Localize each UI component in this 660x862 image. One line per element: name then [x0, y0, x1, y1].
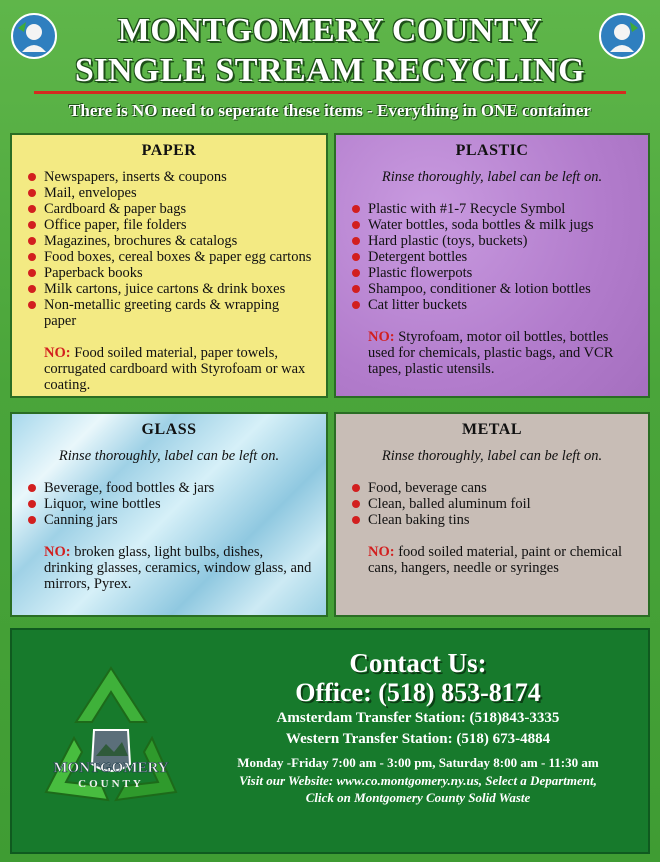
metal-heading: METAL — [462, 421, 522, 438]
website-line2: Click on Montgomery County Solid Waste — [305, 790, 531, 805]
plastic-panel — [334, 133, 650, 398]
glass-exclusions — [26, 544, 312, 592]
list-item: Detergent bottles — [350, 249, 634, 265]
contact-heading: Contact Us: — [349, 648, 487, 678]
plastic-no-text: Styrofoam, motor oil bottles, bottles used for chemicals, plastic bags, and VCR tapes, plastic utensils. — [368, 329, 614, 377]
website-line1: Visit our Website: www.co.montgomery.ny.us, Select a Department, — [239, 773, 597, 788]
western-phone: Western Transfer Station: (518) 673-4884 — [285, 731, 551, 747]
list-item: Hard plastic (toys, buckets) — [350, 233, 634, 249]
hours: Monday -Friday 7:00 am - 3:00 pm, Saturday 8:00 am - 11:30 am — [237, 755, 599, 770]
red-dot-icon — [28, 253, 36, 261]
metal-no-text: food soiled material, paint or chemical cans, hangers, needle or syringes — [368, 544, 623, 576]
office-phone: Office: (518) 853-8174 — [295, 678, 541, 707]
list-item: Office paper, file folders — [26, 217, 312, 233]
no-label: NO: — [44, 544, 71, 560]
list-item: Mail, envelopes — [26, 185, 312, 201]
page-title-line1: MONTGOMERY COUNTY — [117, 12, 543, 49]
red-dot-icon — [352, 253, 360, 261]
list-item: Plastic with #1-7 Recycle Symbol — [350, 201, 634, 217]
red-dot-icon — [352, 516, 360, 524]
paper-heading: PAPER — [141, 142, 197, 159]
metal-exclusions — [350, 544, 634, 576]
paper-no-text: Food soiled material, paper towels, corrugated cardboard with Styrofoam or wax coating. — [44, 345, 306, 393]
logo-line1: MONTGOMERY — [53, 760, 169, 776]
red-dot-icon — [352, 500, 360, 508]
red-dot-icon — [28, 484, 36, 492]
page-title-line2: SINGLE STREAM RECYCLING — [74, 52, 586, 89]
list-item: Canning jars — [26, 512, 312, 528]
list-item: Beverage, food bottles & jars — [26, 480, 312, 496]
red-dot-icon — [28, 285, 36, 293]
recycle-arrows-icon — [26, 660, 196, 820]
red-dot-icon — [28, 189, 36, 197]
page-subtitle: There is NO need to seperate these items - Everything in ONE container — [69, 101, 591, 120]
glass-list — [26, 480, 312, 528]
red-dot-icon — [28, 205, 36, 213]
list-item: Plastic flowerpots — [350, 265, 634, 281]
no-label: NO: — [368, 329, 395, 345]
paper-list — [26, 169, 312, 329]
glass-no-text: broken glass, light bulbs, dishes, drinking glasses, ceramics, window glass, and mirrors, Pyrex. — [44, 544, 312, 592]
red-dot-icon — [352, 285, 360, 293]
metal-rinse-note: Rinse thoroughly, label can be left on. — [381, 448, 603, 464]
red-dot-icon — [352, 301, 360, 309]
red-dot-icon — [28, 237, 36, 245]
red-dot-icon — [28, 500, 36, 508]
list-item: Water bottles, soda bottles & milk jugs — [350, 217, 634, 233]
red-dot-icon — [28, 301, 36, 309]
list-item: Food, beverage cans — [350, 480, 634, 496]
red-dot-icon — [352, 237, 360, 245]
metal-list — [350, 480, 634, 528]
red-dot-icon — [352, 484, 360, 492]
red-dot-icon — [28, 269, 36, 277]
red-dot-icon — [352, 205, 360, 213]
list-item: Paperback books — [26, 265, 312, 281]
plastic-exclusions — [350, 329, 634, 377]
red-dot-icon — [28, 516, 36, 524]
title-divider — [34, 91, 626, 94]
metal-panel — [334, 412, 650, 617]
plastic-rinse-note: Rinse thoroughly, label can be left on. — [381, 169, 603, 185]
plastic-list — [350, 201, 634, 313]
paper-panel — [10, 133, 328, 398]
list-item: Cat litter buckets — [350, 297, 634, 313]
no-label: NO: — [44, 345, 71, 361]
list-item: Newspapers, inserts & coupons — [26, 169, 312, 185]
contact-panel — [10, 628, 650, 854]
paper-exclusions — [26, 345, 312, 393]
list-item: Milk cartons, juice cartons & drink boxes — [26, 281, 312, 297]
list-item: Shampoo, conditioner & lotion bottles — [350, 281, 634, 297]
amsterdam-phone: Amsterdam Transfer Station: (518)843-3335 — [276, 710, 560, 726]
list-item: Magazines, brochures & catalogs — [26, 233, 312, 249]
red-dot-icon — [352, 221, 360, 229]
contact-info — [192, 648, 644, 806]
red-dot-icon — [28, 173, 36, 181]
red-dot-icon — [28, 221, 36, 229]
list-item: Non-metallic greeting cards & wrapping paper — [26, 297, 312, 329]
plastic-heading: PLASTIC — [455, 142, 529, 159]
red-dot-icon — [352, 269, 360, 277]
no-label: NO: — [368, 544, 395, 560]
list-item: Clean, balled aluminum foil — [350, 496, 634, 512]
list-item: Liquor, wine bottles — [26, 496, 312, 512]
list-item: Food boxes, cereal boxes & paper egg cartons — [26, 249, 312, 265]
list-item: Clean baking tins — [350, 512, 634, 528]
list-item: Cardboard & paper bags — [26, 201, 312, 217]
glass-panel — [10, 412, 328, 617]
glass-rinse-note: Rinse thoroughly, label can be left on. — [58, 448, 280, 464]
logo-line2: COUNTY — [78, 778, 144, 790]
glass-heading: GLASS — [141, 421, 197, 438]
